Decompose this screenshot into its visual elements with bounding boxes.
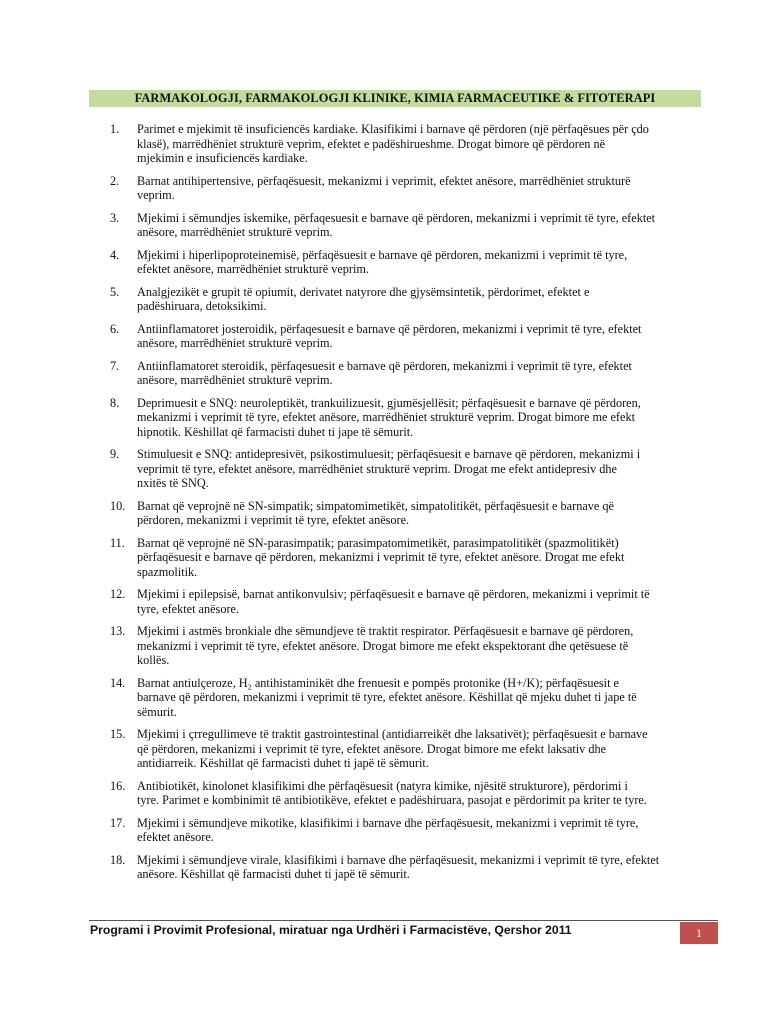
list-item <box>0 816 700 845</box>
list-item <box>0 396 700 440</box>
list-item-text-line: padëshiruara, detoksikimi. <box>137 299 267 313</box>
list-item-text-line: Mjekimi i hiperlipoproteinemisë, përfaqësuesit e barnave që përdoren, mekanizmi i veprimit të tyre, <box>137 247 628 262</box>
list-item-number: 9. <box>110 447 120 461</box>
list-item-text-line: sëmurit. <box>137 704 177 719</box>
list-item-number: 4. <box>110 247 120 262</box>
list-item-text-line: nxitës të SNQ. <box>137 476 209 490</box>
list-item-text-line: anësore, marrëdhëniet strukturë veprim. <box>137 336 333 350</box>
list-item <box>0 676 700 720</box>
list-item-number: 18. <box>110 852 126 867</box>
page-number-badge: 1 <box>680 922 718 944</box>
list-item-number: 11. <box>110 535 125 550</box>
list-item-text-line: Mjekimi i epilepsisë, barnat antikonvulsiv; përfaqësuesit e barnave që përdoren, mekanizmi i veprimit të <box>137 587 650 601</box>
list-item-text-line: Antiinflamatoret josteroidik, përfaqesuesit e barnave që përdoren, mekanizmi i veprimit të tyre, efektet <box>137 321 642 336</box>
list-item-number: 7. <box>110 358 120 373</box>
list-item-text-line: Antiinflamatoret steroidik, përfaqesuesit e barnave që përdoren, mekanizmi i veprimit të tyre, efektet <box>137 358 632 373</box>
list-item-number: 10. <box>110 498 126 513</box>
list-item <box>0 359 700 388</box>
list-item-text-line: veprim. <box>137 188 175 202</box>
list-item-text-line: Mjekimi i sëmundjes iskemike, përfaqesuesit e barnave që përdoren, mekanizmi i veprimit të tyre, efektet <box>137 210 656 225</box>
list-item <box>0 174 700 203</box>
list-item-text-line: Stimuluesit e SNQ: antidepresivët, psikostimuluesit; përfaqësuesit e barnave që përdoren, mekanizmi i <box>137 447 641 461</box>
list-item-text-line: Mjekimi i sëmundjeve virale, klasifikimi i barnave dhe përfaqësuesit, mekanizmi i veprimit të tyre, efektet <box>137 852 660 867</box>
list-item-text-line: Parimet e mjekimit të insuficiencës kardiake. Klasifikimi i barnave që përdoren (një përfaqësues për çdo <box>137 122 649 136</box>
list-item-text-line: mekanizmi i veprimit të tyre, efektet anësore. Drogat bimore me efekt ekspektorant dhe qetësuese të <box>137 638 629 653</box>
list-item <box>0 853 700 882</box>
list-item-number: 15. <box>110 727 126 741</box>
list-item <box>0 248 700 277</box>
list-item-text-line: Barnat që veprojnë në SN-parasimpatik; parasimpatomimetikët, parasimpatolitikët (spazmolitikët) <box>137 535 619 550</box>
list-item-text-line: Analgjezikët e grupit të opiumit, derivatet natyrore dhe gjysëmsintetik, përdorimet, efektet e <box>137 284 590 299</box>
list-item-text-line: që përdoren, mekanizmi i veprimit të tyre, efektet anësore. Drogat bimore me efekt laksativ dhe <box>137 741 607 756</box>
list-item-text-line: anësore, marrëdhëniet strukturë veprim. <box>137 225 333 239</box>
list-item <box>0 211 700 240</box>
list-item-text-line: përfaqësuesit e barnave që përdoren, mekanizmi i veprimit të tyre, efektet anësore. Drogat me efekt <box>137 550 625 564</box>
topic-list <box>0 122 768 890</box>
list-item-text-line: Barnat që veprojnë në SN-simpatik; simpatomimetikët, simpatolitikët, përfaqësuesit e barnave që <box>137 498 614 513</box>
list-item-text-line: efektet anësore, marrëdhëniet strukturë veprim. <box>137 262 369 276</box>
list-item-text-line: përdoren, mekanizmi i veprimit të tyre, efektet anësore. <box>137 513 410 527</box>
list-item <box>0 624 700 668</box>
footer-divider <box>89 920 718 921</box>
list-item-number: 16. <box>110 778 126 793</box>
list-item-number: 1. <box>110 122 120 136</box>
section-title: FARMAKOLOGJI, FARMAKOLOGJI KLINIKE, KIMIA FARMACEUTIKE & FITOTERAPI <box>89 90 701 107</box>
list-item-number: 13. <box>110 624 126 638</box>
list-item-text-line: Mjekimi i sëmundjeve mikotike, klasifikimi i barnave dhe përfaqësuesit, mekanizmi i veprimit të tyre, <box>137 815 639 830</box>
list-item <box>0 536 700 580</box>
list-item-text-line: efektet anësore. <box>137 830 214 844</box>
list-item-number: 14. <box>110 675 126 690</box>
list-item <box>0 499 700 528</box>
list-item-text-line: Antibiotikët, kinolonet klasifikimi dhe përfaqësuesit (natyra kimike, njësitë strukturore), përdorimi i <box>137 778 628 793</box>
list-item <box>0 122 700 166</box>
list-item-text-line: tyre, efektet anësore. <box>137 601 240 616</box>
list-item <box>0 285 700 314</box>
list-item-text-line: hipnotik. Këshillat që farmacisti duhet ti jape të sëmurit. <box>137 424 414 439</box>
list-item-number: 2. <box>110 173 120 188</box>
list-item-number: 5. <box>110 284 120 299</box>
list-item-text-line: veprimit të tyre, efektet anësore, marrëdhëniet strukturë veprim. Drogat me efekt antidepresiv dhe <box>137 461 617 476</box>
list-item-text-line: anësore. Këshillat që farmacisti duhet ti japë të sëmurit. <box>137 867 410 881</box>
list-item-text-line: mjekimin e insuficiencës kardiake. <box>137 151 308 165</box>
list-item <box>0 779 700 808</box>
list-item-number: 17. <box>110 815 126 830</box>
list-item-text-line: Mjekimi i çrregullimeve të traktit gastrointestinal (antidiarreikët dhe laksativët); përfaqësuesit e barnave <box>137 727 648 741</box>
list-item-number: 6. <box>110 321 120 336</box>
list-item-text-line: mekanizmi i veprimit të tyre, efektet anësore, marrëdhëniet strukturë veprim. Drogat bimore me efekt <box>137 410 635 424</box>
list-item <box>0 447 700 491</box>
list-item-text-line: antidiarreik. Këshillat që farmacisti duhet ti japë të sëmurit. <box>137 756 429 770</box>
list-item-text-line: anësore, marrëdhëniet strukturë veprim. <box>137 373 333 387</box>
list-item-text-line: spazmolitik. <box>137 564 198 579</box>
list-item-text-line: Mjekimi i astmës bronkiale dhe sëmundjeve të traktit respirator. Përfaqësuesit e barnave që përdoren, <box>137 624 634 638</box>
list-item-text-line: Barnat antiulçeroze, H₂ antihistaminikët dhe frenuesit e pompës protonike (H+/K); përfaqësuesit e <box>137 675 619 690</box>
list-item <box>0 322 700 351</box>
list-item-number: 12. <box>110 587 126 601</box>
list-item-number: 3. <box>110 210 120 225</box>
list-item-text-line: kollës. <box>137 653 170 667</box>
list-item-text-line: klasë), marrëdhëniet strukturë veprim, efektet e padëshirueshme. Drogat bimore që përdoren në <box>137 136 606 151</box>
list-item-number: 8. <box>110 395 120 410</box>
list-item <box>0 587 700 616</box>
list-item-text-line: tyre. Parimet e kombinimit të antibiotikëve, efektet e padëshiruara, pasojat e përdorimit pa kriter te tyre. <box>137 793 647 807</box>
list-item-text-line: Deprimuesit e SNQ: neuroleptikët, trankuilizuesit, gjumësjellësit; përfaqësuesit e barnave që përdoren, <box>137 395 641 410</box>
list-item-text-line: Barnat antihipertensive, përfaqësuesit, mekanizmi i veprimit, efektet anësore, marrëdhëniet strukturë <box>137 173 631 188</box>
list-item-text-line: barnave që përdoren, mekanizmi i veprimit të tyre, efektet anësore. Këshillat që mjeku duhet ti jape të <box>137 690 637 704</box>
list-item <box>0 727 700 771</box>
footer-text: Programi i Provimit Profesional, miratuar nga Urdhëri i Farmacistëve, Qershor 2011 <box>90 923 572 937</box>
